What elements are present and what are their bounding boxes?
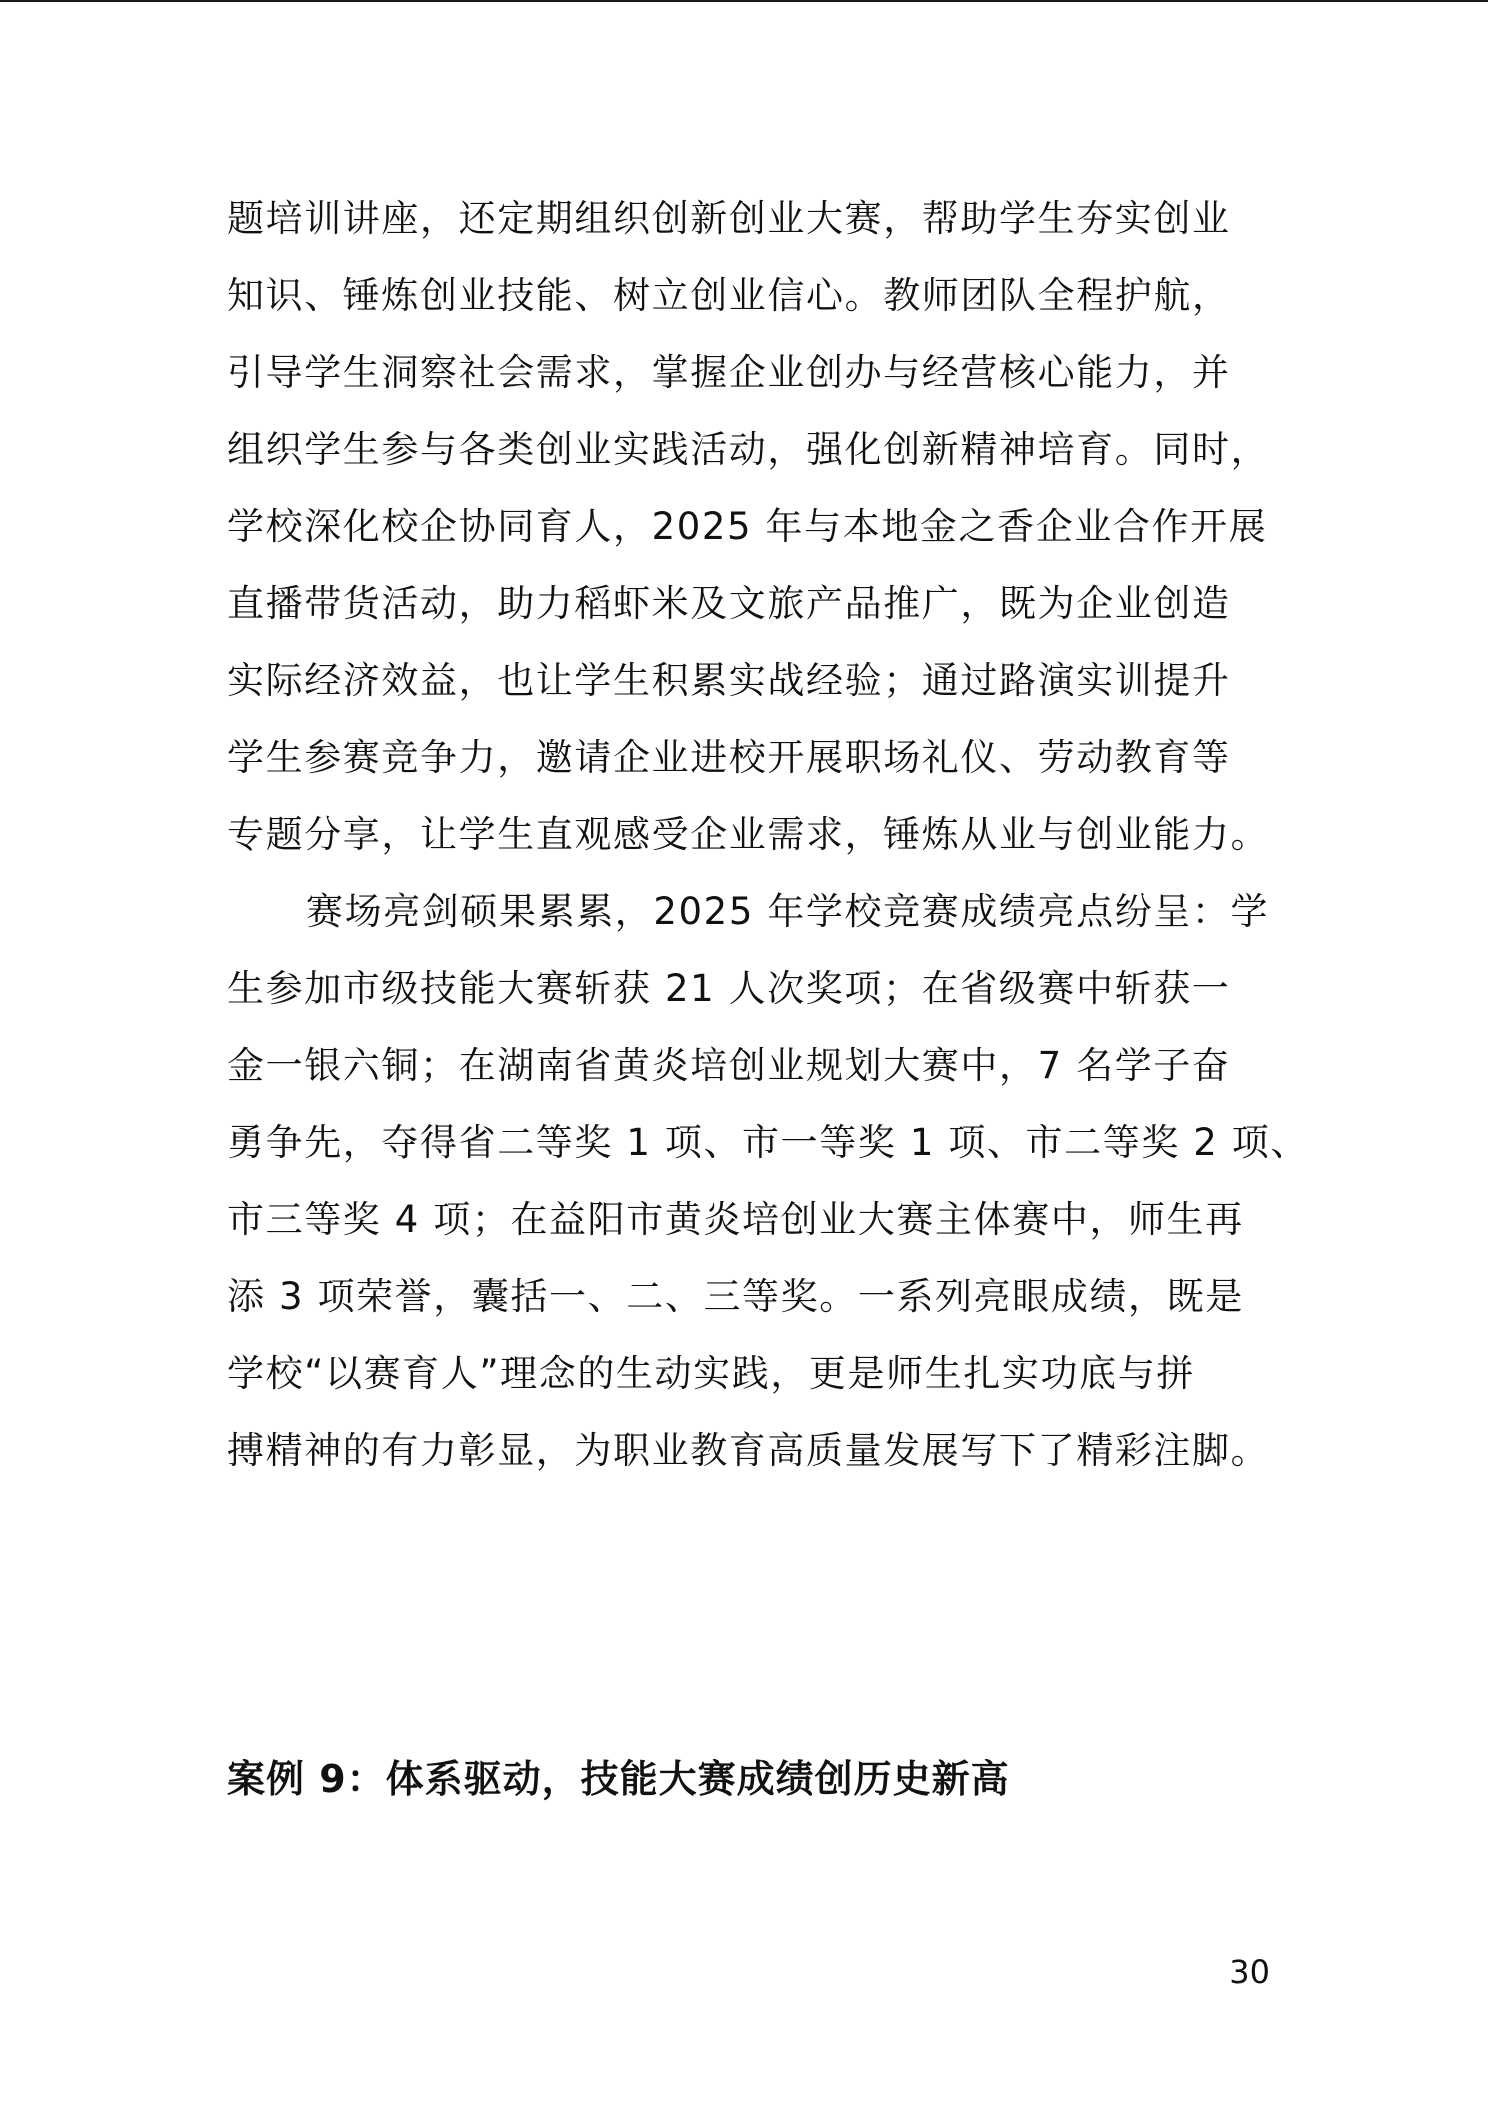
paragraph-line: 直播带货活动，助力稻虾米及文旅产品推广，既为企业创造 [227,582,1231,625]
paragraph-line: 学生参赛竞争力，邀请企业进校开展职场礼仪、劳动教育等 [227,736,1231,779]
paragraph-line: 生参加市级技能大赛斩获 21 人次奖项；在省级赛中斩获一 [227,967,1231,1010]
paragraph-line: 金一银六铜；在湖南省黄炎培创业规划大赛中，7 名学子奋 [227,1044,1231,1087]
paragraph-line: 知识、锤炼创业技能、树立创业信心。教师团队全程护航， [227,274,1231,317]
paragraph-line: 组织学生参与各类创业实践活动，强化创新精神培育。同时， [227,428,1270,471]
page-number: 30 [1229,1953,1270,1991]
paragraph-line: 市三等奖 4 项；在益阳市黄炎培创业大赛主体赛中，师生再 [227,1198,1244,1241]
paragraph-line: 学校深化校企协同育人，2025 年与本地金之香企业合作开展 [227,505,1268,548]
paragraph-line: 搏精神的有力彰显，为职业教育高质量发展写下了精彩注脚。 [227,1429,1270,1472]
paragraph-line: 学校“以赛育人”理念的生动实践，更是师生扎实功底与拼 [227,1352,1195,1395]
paragraph-line: 添 3 项荣誉，囊括一、二、三等奖。一系列亮眼成绩，既是 [227,1275,1244,1318]
paragraph-line: 题培训讲座，还定期组织创新创业大赛，帮助学生夯实创业 [227,197,1231,240]
case-heading: 案例 9：体系驱动，技能大赛成绩创历史新高 [227,1757,1010,1801]
paragraph-line: 引导学生洞察社会需求，掌握企业创办与经营核心能力，并 [227,351,1231,394]
paragraph-line: 勇争先，夺得省二等奖 1 项、市一等奖 1 项、市二等奖 2 项、 [227,1121,1309,1164]
paragraph-first-line: 赛场亮剑硕果累累，2025 年学校竞赛成绩亮点纷呈：学 [306,890,1270,933]
paragraph-line: 专题分享，让学生直观感受企业需求，锤炼从业与创业能力。 [227,813,1270,856]
paragraph-line: 实际经济效益，也让学生积累实战经验；通过路演实训提升 [227,659,1231,702]
